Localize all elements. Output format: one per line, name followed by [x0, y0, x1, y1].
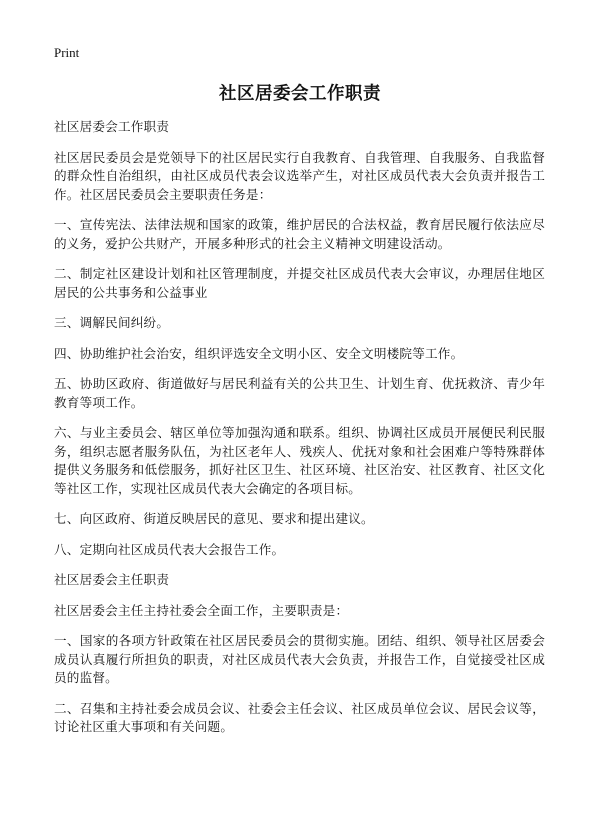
duty-item-4: 四、协助维护社会治安，组织评选安全文明小区、安全文明楼院等工作。 [54, 345, 464, 361]
print-link[interactable]: Print [54, 45, 80, 60]
duty-item-5: 五、协助区政府、街道做好与居民利益有关的公共卫生、计划生育、优抚救济、青少年教育等项工作。 [54, 376, 545, 410]
duty-item-6: 六、与业主委员会、辖区单位等加强沟通和联系。组织、协调社区成员开展便民利民服务，组织志愿者服务队伍，为社区老年人、残疾人、优抚对象和社会困难户等特殊群体提供义务服务和低偿服务，抓好社区卫生、社区环境、社区治安、社区教育、社区文化等社区工作，实现社区成员代表大会确定的各项目标。 [54, 425, 545, 496]
document-body [54, 118, 545, 749]
page-title: 社区居委会工作职责 [219, 84, 381, 104]
director-intro-paragraph: 社区居委会主任主持社委会全面工作，主要职责是： [54, 602, 349, 618]
duty-item-3: 三、调解民间纠纷。 [54, 315, 170, 330]
duty-item-2: 二、制定社区建设计划和社区管理制度，并提交社区成员代表大会审议，办理居住地区居民的公共事务和公益事业 [54, 266, 545, 300]
intro-paragraph: 社区居民委员会是党领导下的社区居民实行自我教育、自我管理、自我服务、自我监督的群众性自治组织，由社区成员代表会议选举产生，对社区成员代表大会负责并报告工作。社区居民委员会主要职责任务是： [54, 149, 545, 202]
duty-item-7: 七、向区政府、街道反映居民的意见、要求和提出建议。 [54, 511, 374, 526]
director-duty-item-1: 一、国家的各项方针政策在社区居民委员会的贯彻实施。团结、组织、领导社区居委会成员认真履行所担负的职责，对社区成员代表大会负责，并报告工作，自觉接受社区成员的监督。 [54, 633, 545, 685]
director-duty-item-2: 二、召集和主持社委会成员会议、社委会主任会议、社区成员单位会议、居民会议等，讨论社区重大事项和有关问题。 [54, 700, 545, 734]
section-heading: 社区居委会工作职责 [54, 119, 170, 134]
section-heading-director: 社区居委会主任职责 [54, 572, 170, 587]
duty-item-1: 一、宣传宪法、法律法规和国家的政策，维护居民的合法权益，教育居民履行依法应尽的义务，爱护公共财产，开展多种形式的社会主义精神文明建设活动。 [54, 217, 545, 251]
duty-item-8: 八、定期向社区成员代表大会报告工作。 [54, 541, 285, 557]
